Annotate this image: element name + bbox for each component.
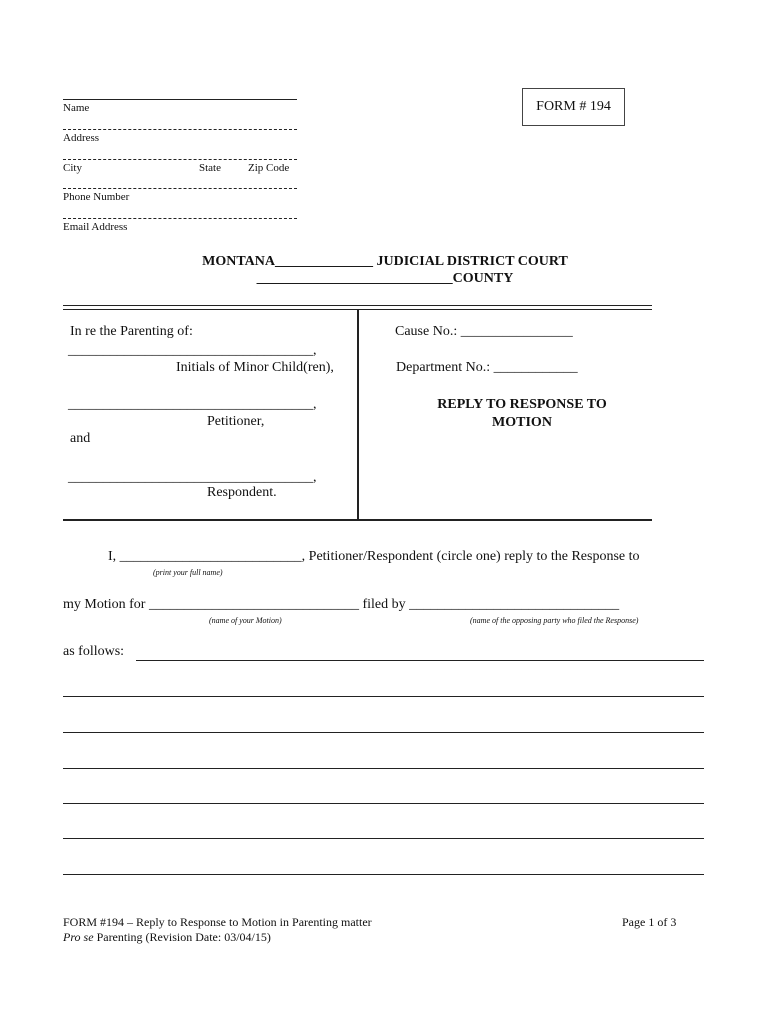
email-line[interactable] <box>63 218 297 219</box>
court-heading-line2: ____________________________COUNTY <box>256 271 514 286</box>
address-line[interactable] <box>63 129 297 130</box>
name-label: Name <box>63 102 90 114</box>
and-label: and <box>70 431 91 446</box>
caption-bottom-rule <box>63 519 652 521</box>
zip-label: Zip Code <box>248 162 290 174</box>
reply-statement[interactable]: I, __________________________, Petitioner/Respondent (circle one) reply to the Response to <box>108 549 640 564</box>
response-line[interactable] <box>63 803 704 804</box>
document-title-line2: MOTION <box>492 415 552 430</box>
city-line[interactable] <box>63 159 297 160</box>
in-re-label: In re the Parenting of: <box>70 324 193 339</box>
motion-filed-by-line[interactable]: my Motion for ______________________________ filed by ______________________________ <box>63 597 620 612</box>
child-initials-blank[interactable]: ___________________________________, <box>68 343 317 358</box>
cause-number-field[interactable]: Cause No.: ________________ <box>395 324 573 339</box>
print-name-caption: (print your full name) <box>153 568 223 577</box>
petitioner-label: Petitioner, <box>207 414 265 429</box>
respondent-label: Respondent. <box>207 485 277 500</box>
caption-divider <box>357 310 359 521</box>
footer-revision-line <box>63 930 271 945</box>
court-heading-line1: MONTANA______________ JUDICIAL DISTRICT COURT <box>202 254 568 269</box>
footer-pro-se: Pro se <box>63 930 94 944</box>
form-number-box: FORM # 194 <box>522 88 625 126</box>
name-line[interactable] <box>63 99 297 100</box>
motion-name-caption: (name of your Motion) <box>209 616 282 625</box>
state-label: State <box>199 162 221 174</box>
footer-page-number: Page 1 of 3 <box>622 915 677 929</box>
department-number-field[interactable]: Department No.: ____________ <box>396 360 578 375</box>
as-follows-line[interactable] <box>136 660 704 661</box>
document-title-line1: REPLY TO RESPONSE TO <box>437 397 607 412</box>
opposing-party-caption: (name of the opposing party who filed the Response) <box>470 616 639 625</box>
address-label: Address <box>63 132 100 144</box>
footer-revision: Parenting (Revision Date: 03/04/15) <box>93 930 271 944</box>
petitioner-blank[interactable]: ___________________________________, <box>68 397 317 412</box>
response-line[interactable] <box>63 874 704 875</box>
email-label: Email Address <box>63 221 128 233</box>
response-line[interactable] <box>63 732 704 733</box>
city-label: City <box>63 162 82 174</box>
respondent-blank[interactable]: ___________________________________, <box>68 470 317 485</box>
as-follows-label: as follows: <box>63 644 125 659</box>
phone-line[interactable] <box>63 188 297 189</box>
response-line[interactable] <box>63 838 704 839</box>
phone-label: Phone Number <box>63 191 130 203</box>
child-initials-label: Initials of Minor Child(ren), <box>176 360 334 375</box>
response-line[interactable] <box>63 768 704 769</box>
footer-form-line: FORM #194 – Reply to Response to Motion in Parenting matter <box>63 915 372 929</box>
response-line[interactable] <box>63 696 704 697</box>
